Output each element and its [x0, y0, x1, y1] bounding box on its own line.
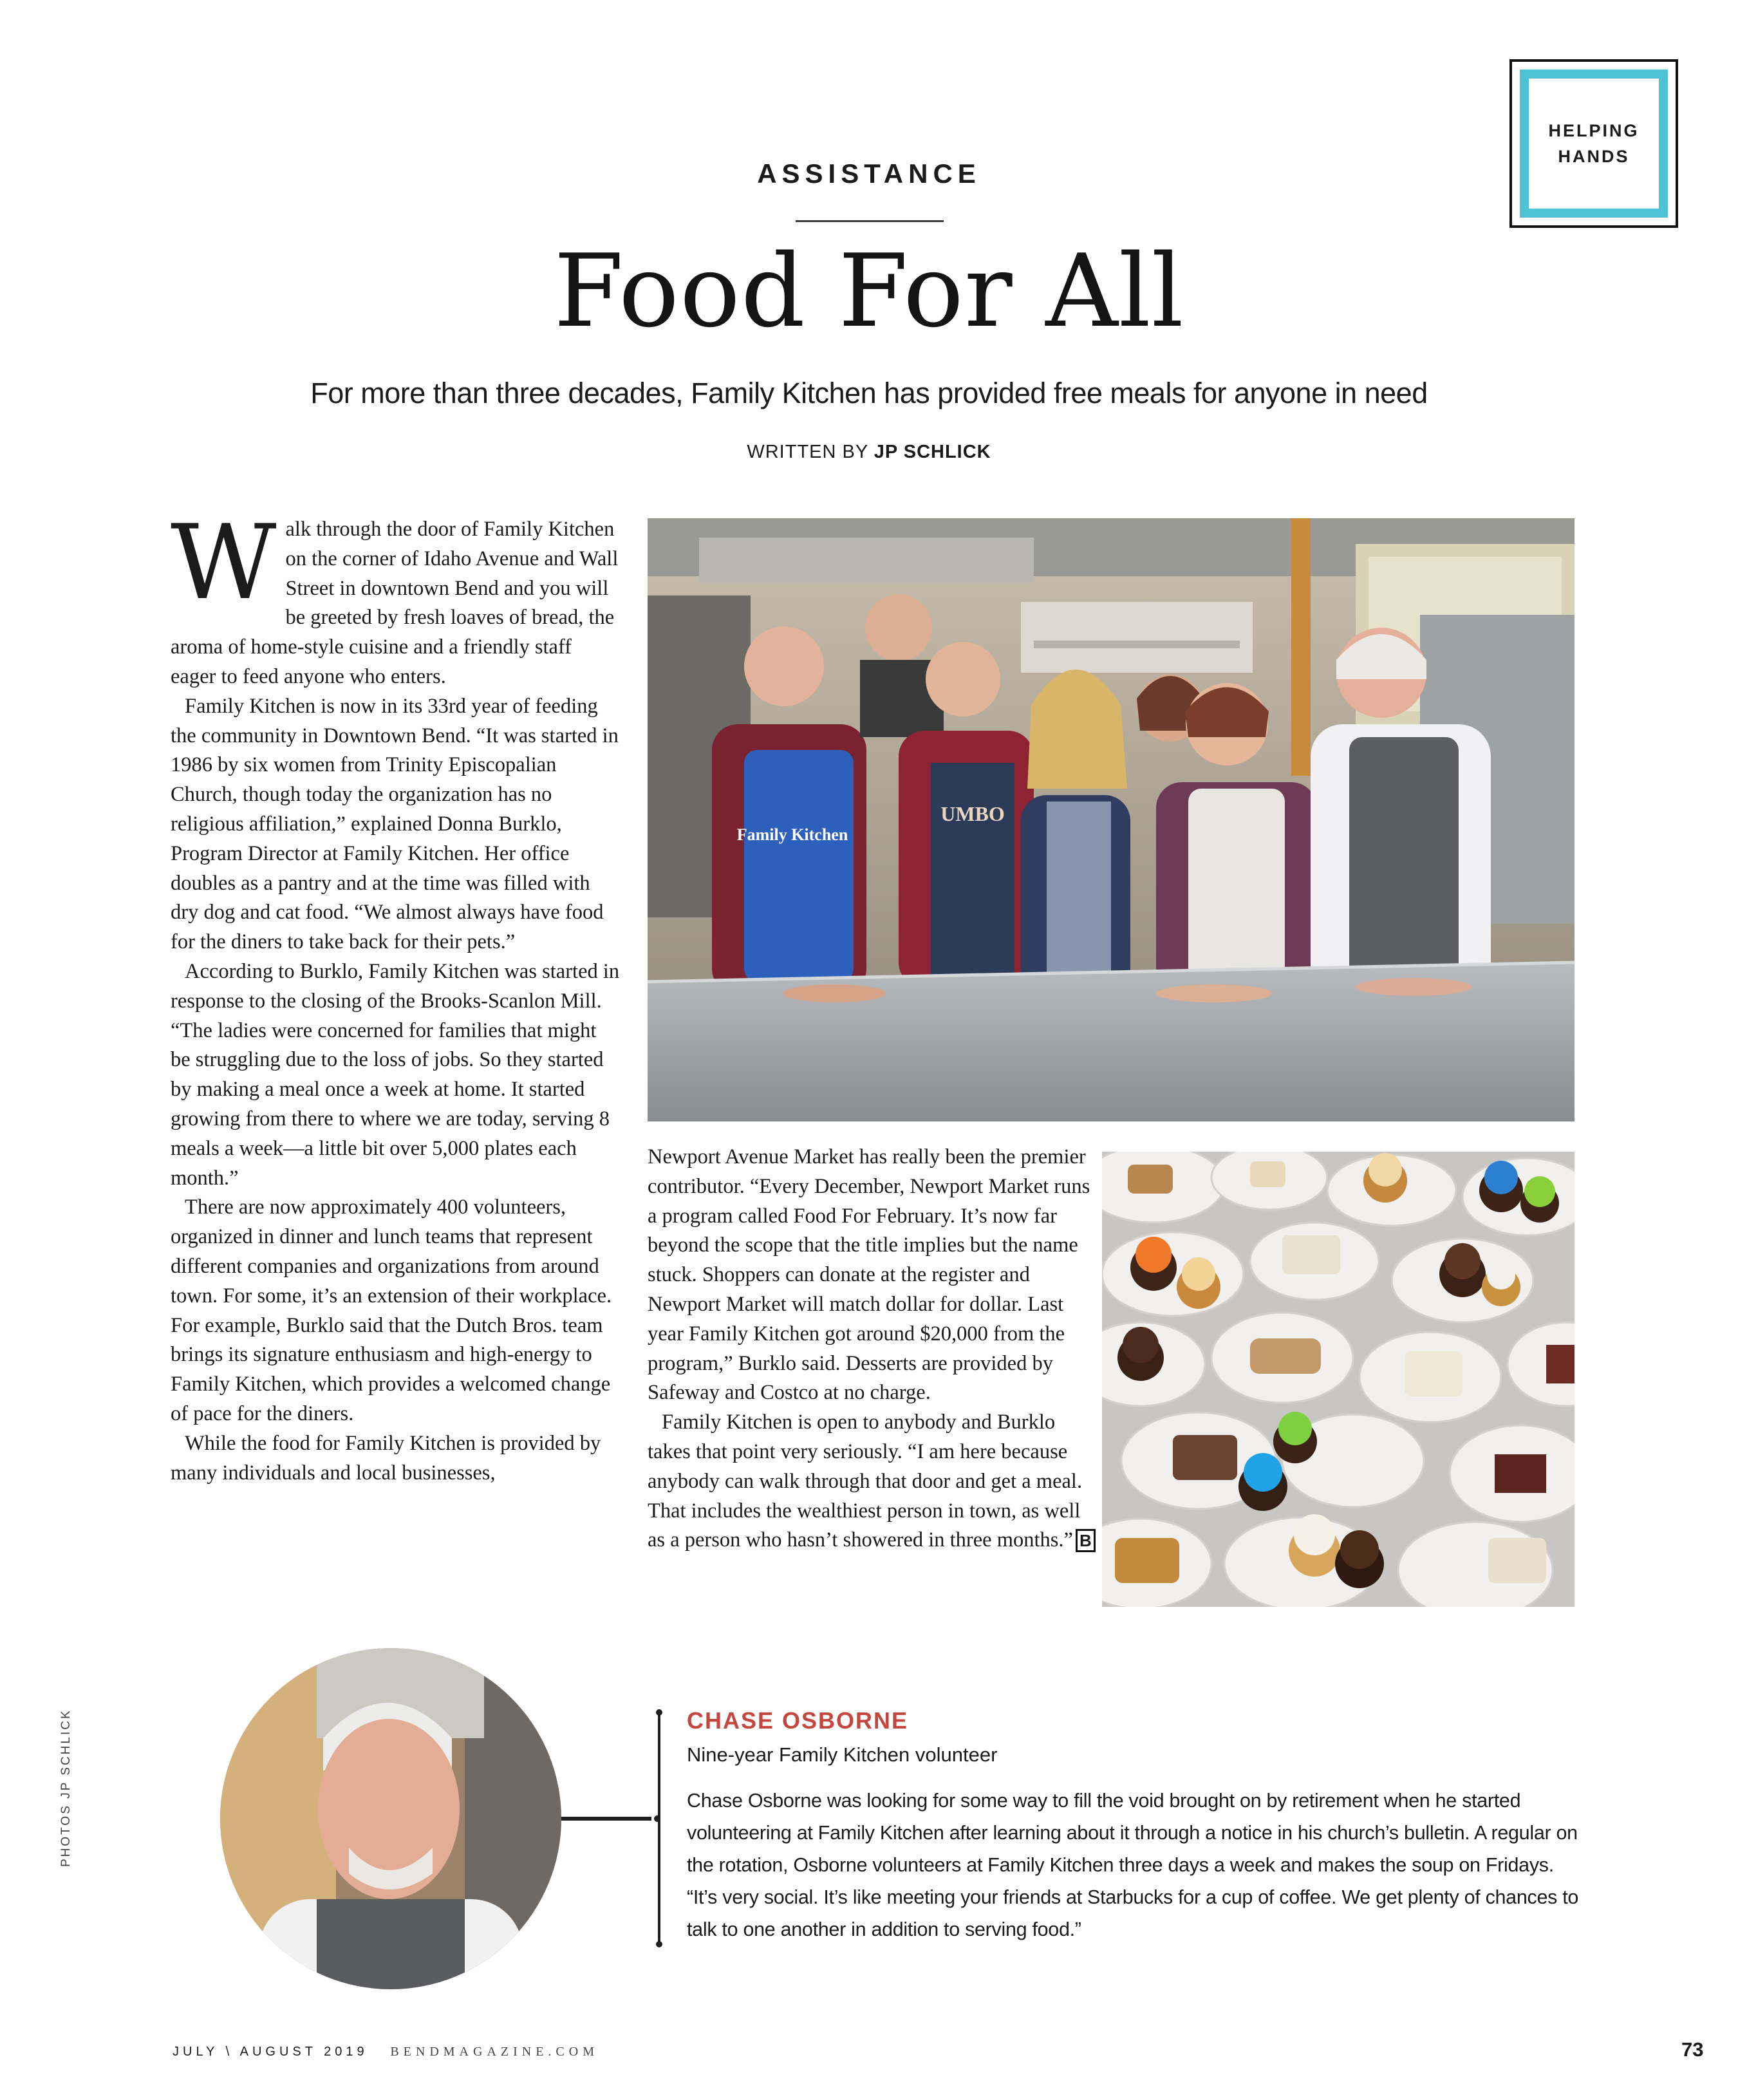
desserts-photo [1102, 1152, 1574, 1607]
body-column-1 [171, 502, 621, 1488]
apron-label: Family Kitchen [736, 825, 848, 844]
body-paragraph: There are now approximately 400 volunteers, organized in dinner and lunch teams that represent different companies and organizations from around town. For some, it’s an extension of their workplace. For example, Burklo said that the Dutch Bros. team brings its signature enthusiasm and high-energy to Family Kitchen, which provides a welcomed change of pace for the diners. [171, 1195, 612, 1425]
section-box [1509, 59, 1678, 228]
paragraph-text: alk through the door of Family Kitchen on the corner of Idaho Avenue and Wall Street in downtown Bend and you will be greeted by fresh loaves of bread, the aroma of home-style cuisine and a friendly staff eager to feed anyone who enters. [171, 518, 619, 688]
byline [0, 442, 1738, 463]
profile-connector [561, 1817, 651, 1821]
volunteers-photo [648, 518, 1574, 1121]
profile-divider [658, 1714, 660, 1945]
desserts-photo-art [1102, 1152, 1574, 1607]
divider-dot [656, 1941, 662, 1947]
kicker-rule [796, 220, 944, 222]
body-paragraph: Family Kitchen is now in its 33rd year of feeding the community in Downtown Bend. “It was started in 1986 by six women from Trinity Episcopalian Church, though today the organization has no religious affiliation,” explained Donna Burklo, Program Director at Family Kitchen. Her office doubles as a pantry and at the time was filled with dry dog and cat food. “We almost always have food for the diners to take back for their pets.” [171, 694, 619, 954]
body-paragraph [171, 502, 621, 692]
paragraph-text: Family Kitchen is open to anybody and Burklo takes that point very seriously. “I am here because anybody can walk through that door and get a meal. That includes the wealthiest person in town, as well as a person who hasn’t showered in three months.” [648, 1411, 1083, 1552]
profile-role: Nine-year Family Kitchen volunteer [687, 1743, 998, 1766]
body-column-2 [648, 1143, 1098, 1556]
shirt-label: UMBO [940, 802, 1005, 825]
photo-credit: PHOTOS JP SCHLICK [59, 1709, 73, 1867]
connector-dot [654, 1815, 660, 1822]
article-title: Food For All [554, 232, 1184, 350]
article-dek: For more than three decades, Family Kitchen has provided free meals for anyone in need [310, 377, 1428, 409]
body-paragraph: Newport Avenue Market has really been the premier contributor. “Every December, Newport Market runs a program called Food For February. It’s now far beyond the scope that the title implies but the name stuck. Shoppers can donate at the register and Newport Market will match dollar for dollar. Last year Family Kitchen got around $20,000 from the program,” Burklo said. Desserts are provided by Safeway and Costco at no charge. [648, 1145, 1090, 1405]
byline-author: JP SCHLICK [874, 442, 991, 462]
drop-cap: W [171, 502, 277, 623]
profile-bio: Chase Osborne was looking for some way to fill the void brought on by retirement when he started volunteering at Family Kitchen after learning about it through a notice in his church’s bulletin. A regular on the rotation, Osborne volunteers at Family Kitchen three days a week and makes the soup on Fridays. “It’s very social. It’s like meeting your friends at Starbucks for a cup of coffee. We get plenty of chances to talk to one another in addition to serving food.” [687, 1790, 1579, 1940]
footer-site: BENDMAGAZINE.COM [390, 2045, 599, 2059]
divider-dot [656, 1709, 662, 1716]
volunteers-photo-art [648, 518, 1574, 1121]
body-paragraph: According to Burklo, Family Kitchen was started in response to the closing of the Brooks-Scanlon Mill. “The ladies were concerned for families that might be struggling due to the loss of jobs. So they started by making a meal once a week at home. It started growing from there to where we are today, serving 8 meals a week—a little bit over 5,000 plates each month.” [171, 959, 620, 1190]
body-paragraph: While the food for Family Kitchen is provided by many individuals and local businesses, [171, 1431, 601, 1485]
section-box-label: HELPING HANDS [1548, 121, 1640, 166]
section-box-frame [1520, 70, 1668, 218]
footer-issue: JULY \ AUGUST 2019 [173, 2045, 368, 2059]
profile-portrait [220, 1648, 561, 1989]
body-paragraph [648, 1408, 1098, 1556]
profile-name: CHASE OSBORNE [687, 1707, 909, 1734]
profile-portrait-art [220, 1648, 561, 1989]
footer [173, 2045, 599, 2059]
section-kicker: ASSISTANCE [757, 158, 981, 189]
end-mark: B [1076, 1529, 1096, 1552]
byline-prefix: WRITTEN BY [747, 442, 868, 462]
page-number: 73 [1681, 2038, 1704, 2061]
